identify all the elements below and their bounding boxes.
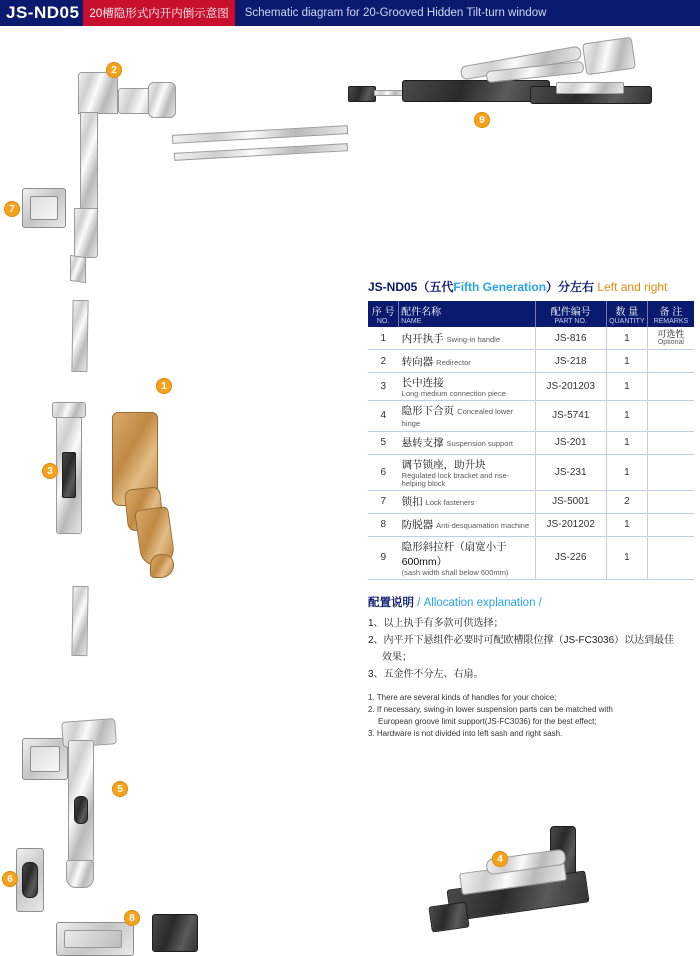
part-strip-lower (71, 586, 88, 656)
cell-quantity: 1 (606, 373, 647, 401)
part-rod-end-cap (348, 86, 376, 102)
cell-no: 2 (368, 350, 399, 373)
cell-name-cn: 调节锁座，助升块 (401, 458, 486, 471)
part-rod-slider (556, 82, 624, 94)
cell-no: 6 (368, 454, 399, 490)
table-row (368, 431, 694, 454)
cell-name-en: (sash width shall below 600mm) (401, 567, 509, 577)
table-row (368, 454, 694, 490)
cell-no: 8 (368, 513, 399, 536)
cell-name (399, 454, 535, 490)
part-lock-fastener-top-inner (30, 196, 58, 220)
cell-remarks (647, 373, 694, 401)
callout-marker: 8 (124, 910, 140, 926)
col-quantity (606, 301, 647, 327)
callout-marker: 7 (4, 201, 20, 217)
allocation-note-cn: 3、五金件不分左、右扇。 (368, 668, 484, 680)
cell-name (399, 400, 535, 431)
allocation-note-en: European groove limit support(JS-FC3036) for the best effect; (378, 716, 597, 726)
cell-name (399, 373, 535, 401)
col-part-en: PART NO. (554, 318, 587, 325)
table-row (368, 513, 694, 536)
cell-name-cn: 隐形斜拉杆（扇宽小于600mm） (401, 540, 507, 568)
cell-part-no: JS-226 (535, 536, 606, 579)
part-hinge-cap-top (52, 402, 86, 418)
cell-remarks (647, 350, 694, 373)
callout-marker: 4 (492, 851, 508, 867)
part-vertical-rod-upper (80, 112, 98, 210)
cell-remarks (647, 536, 694, 579)
cell-no: 9 (368, 536, 399, 579)
cell-no: 7 (368, 490, 399, 513)
cell-no: 3 (368, 373, 399, 401)
cell-part-no: JS-218 (535, 350, 606, 373)
allocation-title (368, 594, 694, 610)
cell-quantity: 1 (606, 350, 647, 373)
panel-title-close: ）分左右 (546, 280, 595, 294)
table-row (368, 400, 694, 431)
cell-remarks (647, 490, 694, 513)
callout-marker: 6 (2, 871, 18, 887)
panel-title-generation: Fifth Generation (453, 280, 547, 294)
cell-quantity: 1 (606, 431, 647, 454)
table-row (368, 327, 694, 350)
callout-marker: 2 (106, 62, 122, 78)
col-no-cn: 序 号 (371, 307, 395, 318)
cell-no: 1 (368, 327, 399, 350)
part-handle-tip (150, 554, 174, 578)
part-lower-hinge-assembly (430, 820, 680, 939)
allocation-note-cn: 2、内平开下悬组件必要时可配欧槽限位撑（JS-FC3036）以达到最佳 (368, 634, 675, 646)
cell-no: 4 (368, 400, 399, 431)
exploded-hardware-illustration (0, 26, 360, 939)
cell-remarks (647, 431, 694, 454)
cell-name-en: Long·medium connection piece (401, 389, 506, 398)
col-part-cn: 配件编号 (550, 307, 591, 318)
cell-name-en: Concealed lower hinge (401, 406, 514, 428)
cell-part-no: JS-816 (535, 327, 606, 350)
callout-marker: 3 (42, 463, 58, 479)
table-row (368, 490, 694, 513)
cell-name-cn: 悬转支撑 (401, 437, 444, 450)
cell-name-cn: 防脱器 (401, 519, 434, 532)
page-header (0, 0, 700, 26)
parts-panel (368, 278, 694, 740)
cell-name-cn: 长中连接 (401, 377, 444, 389)
callout-marker: 9 (474, 112, 490, 128)
part-vertical-rod-mid (74, 208, 98, 258)
col-name-en: NAME (401, 318, 422, 325)
callout-marker: 1 (156, 378, 172, 394)
cell-part-no: JS-201202 (535, 513, 606, 536)
callout-marker: 5 (112, 781, 128, 797)
cell-remarks-en: Optional (657, 339, 684, 347)
cell-remarks (647, 400, 694, 431)
part-rod-corner-bracket (582, 37, 636, 76)
part-anti-desquamation-keeper (152, 914, 198, 952)
table-row (368, 373, 694, 401)
cell-remarks (647, 513, 694, 536)
panel-title (368, 278, 694, 295)
col-name (399, 301, 535, 327)
cell-name-cn: 内开执手 (401, 332, 444, 345)
parts-table (368, 301, 694, 580)
title-chinese: 20槽隐形式内开内倒示意图 (83, 0, 234, 26)
cell-name-cn: 转向器 (401, 355, 434, 368)
col-no-en: NO. (376, 318, 390, 325)
cell-remarks (647, 454, 694, 490)
part-long-connection-strip-2 (174, 143, 348, 161)
cell-name (399, 536, 535, 579)
part-suspension-pin (74, 796, 88, 824)
part-lock-bracket-cam (22, 862, 38, 898)
col-rem-en: REMARKS (653, 318, 689, 325)
part-redirector-body (78, 72, 118, 114)
cell-name (399, 513, 535, 536)
col-name-cn: 配件名称 (401, 307, 442, 318)
col-qty-en: QUANTITY (609, 318, 645, 325)
cell-quantity: 1 (606, 327, 647, 350)
table-row (368, 536, 694, 579)
cell-name-en: Suspension support (446, 439, 513, 449)
cell-name-en: Redirector (436, 357, 471, 367)
col-part-no (535, 301, 606, 327)
cell-name (399, 490, 535, 513)
cell-name-cn: 隐形下合页 (401, 404, 455, 417)
part-hinge-end-block (428, 901, 469, 932)
part-redirector-knuckle (148, 82, 176, 118)
allocation-notes-chinese (368, 616, 694, 683)
cell-name (399, 431, 535, 454)
allocation-title-cn: 配置说明 (368, 596, 414, 609)
product-code: JS-ND05 (6, 3, 80, 22)
part-rod-shaft (374, 90, 404, 96)
cell-part-no: JS-201 (535, 431, 606, 454)
allocation-title-en: / Allocation explanation / (417, 596, 542, 609)
part-concealed-hinge-core (62, 452, 76, 498)
part-anti-desquamation-detail (64, 930, 122, 948)
cell-name (399, 350, 535, 373)
cell-name-en: Lock fasteners (425, 498, 475, 508)
cell-part-no: JS-5741 (535, 400, 606, 431)
cell-name-en: Anti-desquamation machine (436, 521, 530, 531)
col-remarks (647, 301, 694, 327)
part-diagonal-rod-assembly (340, 40, 660, 150)
part-long-connection-strip-1 (172, 125, 348, 144)
allocation-notes-english (368, 692, 694, 740)
cell-no: 5 (368, 431, 399, 454)
part-suspension-foot (66, 860, 94, 888)
title-english: Schematic diagram for 20-Grooved Hidden Tilt-turn window (244, 7, 547, 19)
panel-title-leftright: Left and right (597, 280, 668, 294)
cell-name-en: Swing-in handle (446, 334, 501, 344)
cell-name-cn: 锁扣 (401, 496, 423, 509)
allocation-note-en: 2. If necessary, swing-in lower suspension parts can be matched with (368, 704, 613, 714)
allocation-note-en: 1. There are several kinds of handles for your choice; (368, 692, 557, 702)
col-qty-cn: 数 量 (615, 307, 639, 318)
table-header-row (368, 301, 694, 327)
col-rem-cn: 备 注 (659, 307, 683, 318)
cell-remarks (647, 327, 694, 350)
cell-quantity: 2 (606, 490, 647, 513)
cell-part-no: JS-5001 (535, 490, 606, 513)
cell-part-no: JS-231 (535, 454, 606, 490)
cell-quantity: 1 (606, 513, 647, 536)
panel-title-code: JS-ND05（五代 (368, 280, 454, 294)
col-no (368, 301, 399, 327)
cell-name (399, 327, 535, 350)
cell-name-en: Regulated lock bracket and rise-helping block (401, 470, 510, 488)
cell-quantity: 1 (606, 454, 647, 490)
allocation-note-en: 3. Hardware is not divided into left sash and right sash. (368, 728, 563, 738)
allocation-note-cn: 1、以上执手有多款可供选择； (368, 617, 504, 629)
allocation-note-cn: 效果； (382, 651, 412, 663)
cell-quantity: 1 (606, 400, 647, 431)
table-body (368, 327, 694, 579)
part-vertical-rod-lower (70, 255, 86, 283)
cell-remarks-cn: 可选性 (657, 328, 685, 339)
part-strip-upper (71, 300, 88, 372)
cell-part-no: JS-201203 (535, 373, 606, 401)
part-rod-housing (402, 80, 550, 102)
table-row (368, 350, 694, 373)
cell-quantity: 1 (606, 536, 647, 579)
part-suspension-plate-inner (30, 746, 60, 772)
